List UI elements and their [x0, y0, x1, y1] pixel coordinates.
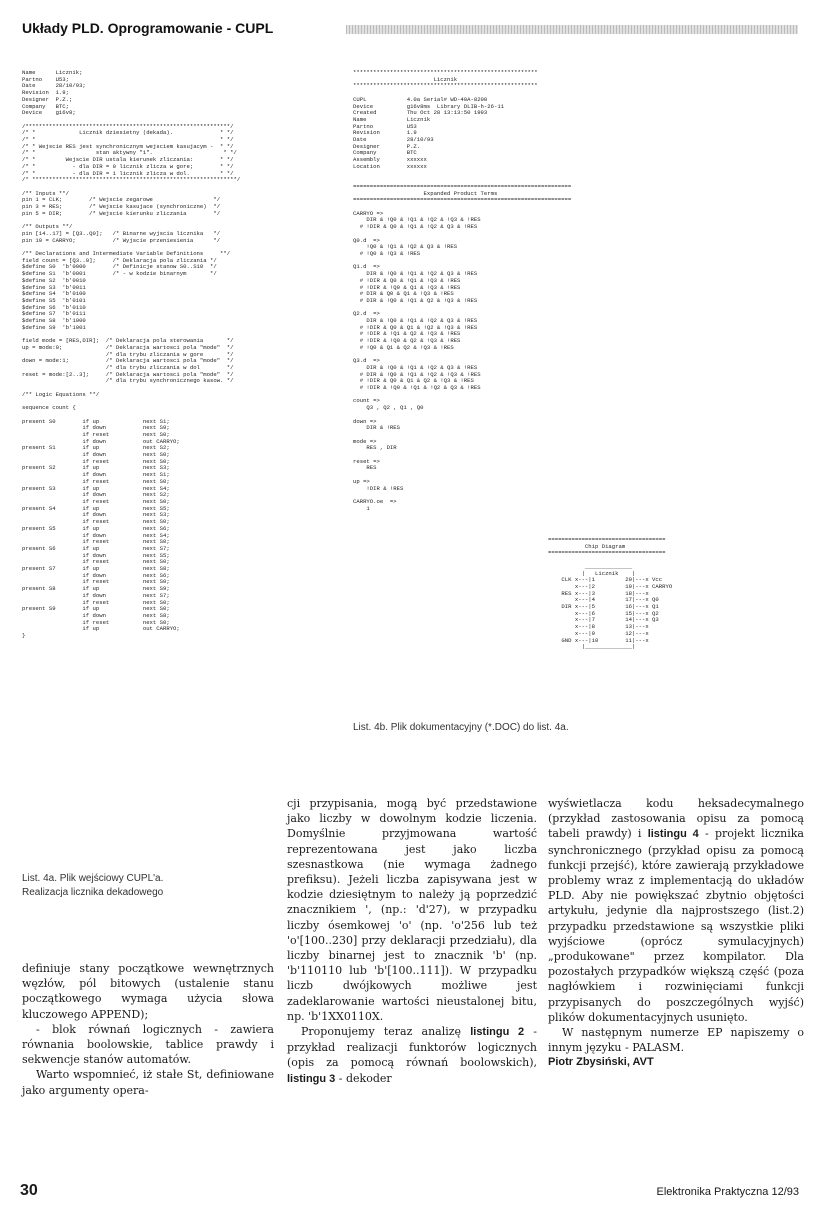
author-signature: Piotr Zbysiński, AVT: [548, 1056, 654, 1069]
article-col2-p1: cji przypisania, mogą być przedstawione jako liczby w dowolnym kodzie liczenia. Domyślnie przyjmowana wartość reprezentowana jest jako liczba szesnastkowa (nie wymaga żadnego prefiksu). Jeżeli liczba zapisywana jest w kodzie dziesiętnym to należy ją poprzedzić znacznikiem ', (np.: 'd'27), w przypadku liczby ósemkowej 'o' (np. 'o'256 lub też 'o'[100..230] przy deklaracji przedziału), dla liczby binarnej jest to znacznik 'b' (np. 'b'110110 lub 'b'[100..111]). W przypadku liczb dwójkowych możliwe jest zadeklarowanie wartości nieustalonej bitu, np. 'b'1XX0110X.: [287, 797, 537, 1023]
listing-4a-caption: [22, 872, 163, 900]
article-col1-p2: - blok równań logicznych - zawiera równania boolowskie, tablice prawdy i sekwencje stanów automatów.: [22, 1022, 274, 1067]
listing-3-ref: listingu 3: [287, 1072, 336, 1085]
article-col1-p3: Warto wspomnieć, iż stałe St, definiowane jako argumenty opera-: [22, 1068, 274, 1097]
article-column-2: [287, 796, 537, 1087]
chip-diagram: [548, 537, 672, 651]
journal-footer: Elektronika Praktyczna 12/93: [656, 1186, 799, 1198]
page-header: Układy PLD. Oprogramowanie - CUPL: [22, 20, 274, 36]
article-column-1: [22, 961, 274, 1098]
listing-4a-caption-line1: List. 4a. Plik wejściowy CUPL'a.: [22, 873, 164, 884]
header-bar: [346, 25, 798, 34]
article-col3-p1: wyświetlacza kodu heksadecymalnego (przykład zastosowania opisu za pomocą tabeli prawdy) i listingu 4 - projekt licznika synchronicznego (przykład opisu za pomocą funkcji przejść), które zawierają przykładowe problemy wraz z implementacją do układów PLD. Aby nie powiększać zbytnio objętości artykułu, jedynie dla najprostszego (list.2) przypadku przedstawione są wszystkie pliki wyjściowe (oprócz symulacyjnych) „produkowane" przez kompilator. Dla pozostałych przypadków większą część (poza nagłówkiem i rozwinięciami funkcji przypisanych do poszczególnych wyjść) plików dokumentacyjnych usunięto.: [548, 797, 804, 1024]
article-column-3: [548, 796, 804, 1071]
article-col3-p2: W następnym numerze EP napiszemy o innym języku - PALASM.: [548, 1026, 804, 1055]
listing-4b-caption: List. 4b. Plik dokumentacyjny (*.DOC) do list. 4a.: [353, 722, 569, 733]
article-col1-p1: definiuje stany początkowe wewnętrznych węzłów, pól bitowych (ustalenie stanu początkowego wymaga użycia słowa kluczowego APPEND);: [22, 962, 274, 1021]
chip-diagram-text: =================================== Chip Diagram =================================== ______________ | Licznik | CLK x---|1 20|---x Vcc x---|2 19|---x CARRYO RES x---|3 18|---x x---|4 17|---x Q0 DIR x---|5 16|---x Q1 x---|6 15|---x Q2 x---|7 14|---x Q3 x---|8 13|---x x---|9 12|---x GND x---|10 11|---x |______________|: [548, 536, 673, 651]
article-col2-p2: Proponujemy teraz analizę listingu 2 - przykład realizacji funktorów logicznych (opis za pomocą równań boolowskich), listingu 3 - dekoder: [287, 1025, 538, 1085]
listing-4a-code: Name Licznik; Partno U53; Date 28/10/93; Revision 1.9; Designer P.Z.; Company BTC; Device g16v8; /*************************************************************/ /* * Licznik dziesietny (dekada). * */ /* * * */ /* * Wejscie RES jest synchronicznym wejsciem kasujacym - * */ /* * stan aktywny "1". * */ /* * Wejscie DIR ustala kierunek zliczania: * */ /* * - dla DIR = 0 licznik zlicza w gore; * */ /* * - dla DIR = 1 licznik zlicza w dol. * */ /* *************************************************************/ /** Inputs **/ pin 1 = CLK; /* Wejscie zegarowe */ pin 3 = RES; /* Wejscie kasujace (synchroniczne) */ pin 5 = DIR; /* Wejscie kierunku zliczania */ /** Outputs **/ pin [14..17] = [Q3..Q0]; /* Binarne wyjscia licznika */ pin 19 = CARRYO; /* Wyjscie przeniesienia */ /** Declarations and Intermediate Variable Definitions **/ field count = [Q3..0]; /* Deklaracja pola zliczania */ $define S0 'b'0000 /* Definicje stanow S0..S10 */ $define S1 'b'0001 /* - w kodzie binarnym */ $define S2 'b'0010 $define S3 'b'0011 $define S4 'b'0100 $define S5 'b'0101 $define S6 'b'0110 $define S7 'b'0111 $define S8 'b'1000 $define S9 'b'1001 field mode = [RES,DIR]; /* Deklaracja pola sterowania */ up = mode:0; /* Deklaracja wartosci pola "mode" */ /* dla trybu zliczania w gore */ down = mode:1; /* Deklaracja wartosci pola "mode" */ /* dla trybu zliczania w dol */ reset = mode:[2..3]; /* Deklaracja wartosci pola "mode" */ /* dla trybu synchronicznego kasow. */ /** Logic Equations **/ sequence count { present S0 if up next S1; if down next S9; if reset next S0; if down out CARRYO; present S1 if up next S2; if down next S0; if reset next S0; present S2 if up next S3; if down next S1; if reset next S0; present S3 if up next S4; if down next S2; if reset next S0; present S4 if up next S5; if down next S3; if reset next S0; present S5 if up next S6; if down next S4; if reset next S0; present S6 if up next S7; if down next S5; if reset next S0; present S7 if up next S8; if down next S6; if reset next S0; present S8 if up next S9; if down next S7; if reset next S0; present S9 if up next S0; if down next S8; if reset next S0; if up out CARRYO; }: [22, 70, 241, 640]
listing-2-ref: listingu 2: [470, 1026, 525, 1039]
page-number: 30: [20, 1182, 38, 1199]
listing-4-ref: listingu 4: [647, 828, 699, 841]
listing-4b-code: ******************************************************* Licznik ******************************************************* CUPL 4.0a Serial# WD-40A-8200 Device g16v8ms Library DLIB-h-26-11 Created Thu Oct 28 13:13:50 1993 Name Licznik Partno U53 Revision 1.9 Date 28/10/93 Designer P.Z. Company BTC Assembly xxxxxx Location xxxxxx ================================================================= Expanded Product Terms ================================================================= CARRYO => DIR & !Q0 & !Q1 & !Q2 & !Q3 & !RES # !DIR & Q0 & !Q1 & !Q2 & Q3 & !RES Q0.d => !Q0 & !Q1 & !Q2 & Q3 & !RES # !Q0 & !Q3 & !RES Q1.d => DIR & !Q0 & !Q1 & !Q2 & Q3 & !RES # !DIR & Q0 & !Q1 & !Q3 & !RES # !DIR & !Q0 & Q1 & !Q3 & !RES # DIR & Q0 & Q1 & !Q3 & !RES # DIR & !Q0 & !Q1 & Q2 & !Q3 & !RES Q2.d => DIR & !Q0 & !Q1 & !Q2 & Q3 & !RES # !DIR & Q0 & Q1 & !Q2 & !Q3 & !RES # !DIR & !Q1 & Q2 & !Q3 & !RES # !DIR & !Q0 & Q2 & !Q3 & !RES # !Q0 & Q1 & Q2 & !Q3 & !RES Q3.d => DIR & !Q0 & !Q1 & !Q2 & Q3 & !RES # DIR & !Q0 & !Q1 & !Q2 & !Q3 & !RES # !DIR & Q0 & Q1 & Q2 & !Q3 & !RES # !DIR & !Q0 & !Q1 & !Q2 & Q3 & !RES count => Q3 , Q2 , Q1 , Q0 down => DIR & !RES mode => RES , DIR reset => RES up => !DIR & !RES CARRYO.oe => 1: [353, 70, 572, 512]
listing-4a: [22, 70, 340, 863]
listing-4a-caption-line2: Realizacja licznika dekadowego: [22, 887, 164, 898]
